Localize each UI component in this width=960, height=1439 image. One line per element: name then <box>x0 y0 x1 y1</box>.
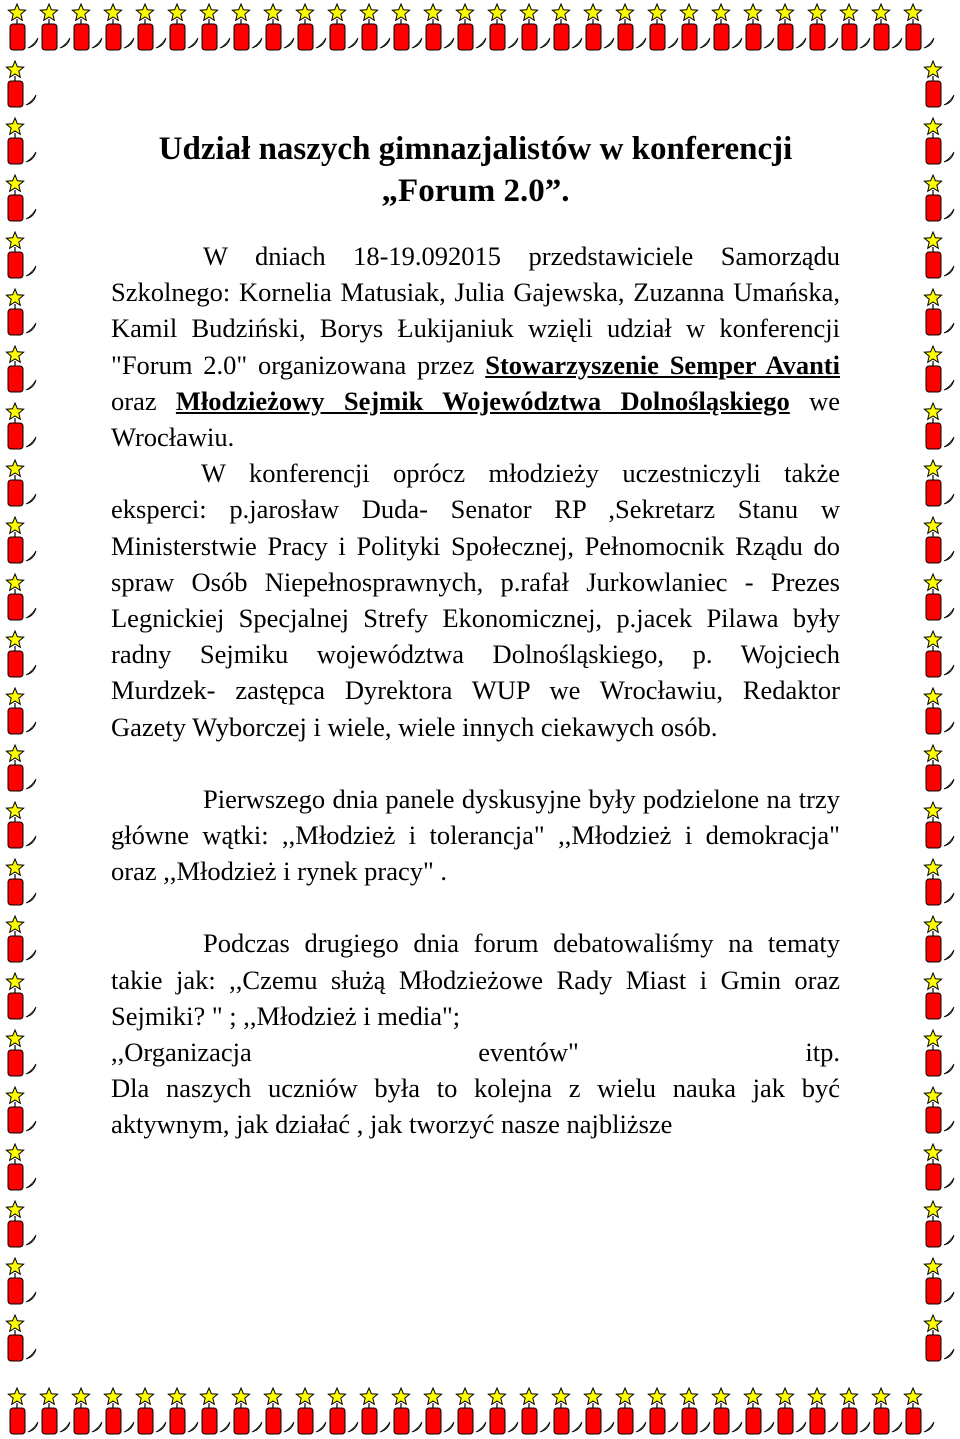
candle-icon <box>924 175 954 221</box>
candle-icon <box>168 1388 198 1434</box>
paragraph-3-end: Dla naszych uczniów była to kolejna z wielu nauka jak być aktywnym, jak działać , jak tworzyć nasze najbliższe <box>111 1073 840 1140</box>
paragraph-1-text: W dniach 18-19.092015 przedstawiciele Samorządu Szkolnego: Kornelia Matusiak, Julia Gajewska, Zuzanna Umańska, Kamil Budziński, Borys Łukijaniuk wzięli udział w konferencji "Forum 2.0" organizowana przez <box>111 241 840 380</box>
candle-icon <box>924 802 954 848</box>
candle-icon <box>6 460 36 506</box>
candle-icon <box>40 1388 70 1434</box>
candle-icon <box>328 4 358 50</box>
candle-icon <box>264 1388 294 1434</box>
candle-icon <box>232 1388 262 1434</box>
candle-icon <box>840 1388 870 1434</box>
candle-icon <box>136 1388 166 1434</box>
candle-icon <box>328 1388 358 1434</box>
candle-icon <box>488 1388 518 1434</box>
paragraph-1: W dniach 18-19.092015 przedstawiciele Samorządu Szkolnego: Kornelia Matusiak, Julia Gajewska, Zuzanna Umańska, Kamil Budziński, Borys Łukijaniuk wzięli udział w konferencji "Forum 2.0" organizowana przez Stowarzyszenie Semper Avanti oraz Młodzieżowy Sejmik Województwa Dolnośląskiego we Wrocławiu. W konferencji oprócz młodzieży uczestniczyli także eksperci: p.jarosław Duda- Senator RP ,Sekretarz Stanu w Ministerstwie Pracy i Polityki Społecznej, Pełnomocnik Rządu do spraw Osób Niepełnosprawnych, p.rafał Jurkowlaniec - Prezes Legnickiej Specjalnej Strefy Ekonomicznej, p.jacek Pilawa były radny Sejmiku województwa Dolnośląskiego, p. Wojciech Murdzek- zastępca Dyrektora WUP we Wrocławiu, Redaktor Gazety Wyborczej i wiele, wiele innych ciekawych osób. <box>111 241 840 742</box>
candle-icon <box>200 1388 230 1434</box>
paragraph-3 <box>111 925 840 1142</box>
candle-icon <box>776 1388 806 1434</box>
link-mlodziezowy-sejmik[interactable]: Młodzieżowy Sejmik Województwa Dolnośląskiego <box>175 385 790 416</box>
candle-icon <box>136 4 166 50</box>
candle-icon <box>200 4 230 50</box>
candle-icon <box>904 1388 934 1434</box>
candle-icon <box>744 1388 774 1434</box>
candle-icon <box>924 1315 954 1361</box>
candle-icon <box>8 4 38 50</box>
candle-icon <box>924 232 954 278</box>
candle-icon <box>6 1201 36 1247</box>
candle-icon <box>924 859 954 905</box>
candle-icon <box>456 4 486 50</box>
candle-icon <box>680 1388 710 1434</box>
candle-icon <box>456 1388 486 1434</box>
candle-icon <box>6 1144 36 1190</box>
candle-icon <box>6 1258 36 1304</box>
candle-icon <box>776 4 806 50</box>
candle-icon <box>924 517 954 563</box>
candle-icon <box>72 1388 102 1434</box>
candle-icon <box>6 61 36 107</box>
candle-icon <box>72 4 102 50</box>
candle-icon <box>360 4 390 50</box>
candle-icon <box>808 1388 838 1434</box>
candle-icon <box>424 4 454 50</box>
candle-icon <box>924 631 954 677</box>
document-body <box>111 128 840 1143</box>
paragraph-2-text: Pierwszego dnia panele dyskusyjne były podzielone na trzy główne wątki: ,,Młodzież i tolerancja" ,,Młodzież i demokracja" oraz ,,Młodzież i rynek pracy" . <box>111 783 840 887</box>
candle-icon <box>6 688 36 734</box>
candle-icon <box>872 4 902 50</box>
candle-icon <box>648 4 678 50</box>
candle-icon <box>924 61 954 107</box>
candle-icon <box>40 4 70 50</box>
candle-icon <box>104 4 134 50</box>
candle-icon <box>6 517 36 563</box>
candle-icon <box>924 574 954 620</box>
candle-icon <box>584 4 614 50</box>
paragraph-3-text: Podczas drugiego dnia forum debatowaliśmy na tematy takie jak: ,,Czemu służą Młodzieżowe Rady Miast i Gmin oraz Sejmiki? " ; ,,Młodzież i media"; <box>111 928 840 1031</box>
candle-icon <box>296 4 326 50</box>
candle-icon <box>104 1388 134 1434</box>
candle-icon <box>924 118 954 164</box>
candle-icon <box>232 4 262 50</box>
candle-icon <box>6 1087 36 1133</box>
candle-icon <box>924 745 954 791</box>
paragraph-3-justified-line: ,,Organizacja eventów" itp. <box>111 1037 840 1068</box>
candle-icon <box>712 4 742 50</box>
candle-icon <box>648 1388 678 1434</box>
candle-icon <box>924 1087 954 1133</box>
candle-icon <box>6 574 36 620</box>
candle-icon <box>6 346 36 392</box>
candle-icon <box>392 1388 422 1434</box>
candle-icon <box>424 1388 454 1434</box>
candle-icon <box>808 4 838 50</box>
title-line-1: Udział naszych gimnazjalistów w konferencji <box>158 131 793 167</box>
candle-icon <box>924 1258 954 1304</box>
candle-icon <box>924 289 954 335</box>
candle-icon <box>6 289 36 335</box>
candle-icon <box>296 1388 326 1434</box>
title-line-2: „Forum 2.0”. <box>381 173 570 209</box>
candle-icon <box>552 1388 582 1434</box>
paragraph-2 <box>111 781 840 890</box>
candle-icon <box>924 973 954 1019</box>
candle-icon <box>924 1201 954 1247</box>
candle-icon <box>616 1388 646 1434</box>
candle-icon <box>924 1144 954 1190</box>
candle-icon <box>924 1030 954 1076</box>
candle-icon <box>924 346 954 392</box>
candle-icon <box>552 4 582 50</box>
candle-icon <box>6 745 36 791</box>
candle-icon <box>6 916 36 962</box>
candle-icon <box>6 1315 36 1361</box>
candle-icon <box>924 916 954 962</box>
candle-icon <box>264 4 294 50</box>
candle-icon <box>6 802 36 848</box>
candle-icon <box>360 1388 390 1434</box>
candle-icon <box>6 403 36 449</box>
candle-icon <box>872 1388 902 1434</box>
candle-icon <box>584 1388 614 1434</box>
candle-icon <box>680 4 710 50</box>
candle-icon <box>392 4 422 50</box>
candle-icon <box>924 460 954 506</box>
candle-icon <box>6 175 36 221</box>
candle-icon <box>520 1388 550 1434</box>
candle-icon <box>6 1030 36 1076</box>
candle-icon <box>488 4 518 50</box>
link-stowarzyszenie-semper-avanti[interactable]: Stowarzyszenie Semper Avanti <box>485 349 840 380</box>
candle-icon <box>8 1388 38 1434</box>
candle-icon <box>6 859 36 905</box>
candle-icon <box>6 232 36 278</box>
page-title <box>111 128 840 212</box>
candle-icon <box>904 4 934 50</box>
paragraph-1-experts: W konferencji oprócz młodzieży uczestniczyli także eksperci: p.jarosław Duda- Senator RP ,Sekretarz Stanu w Ministerstwie Pracy i Polityki Społecznej, Pełnomocnik Rządu do spraw Osób Niepełnosprawnych, p.rafał Jurkowlaniec - Prezes Legnickiej Specjalnej Strefy Ekonomicznej, p.jacek Pilawa były radny Sejmiku województwa Dolnośląskiego, p. Wojciech Murdzek- zastępca Dyrektora WUP we Wrocławiu, Redaktor Gazety Wyborczej i wiele, wiele innych ciekawych osób. <box>111 458 840 742</box>
candle-icon <box>712 1388 742 1434</box>
candle-icon <box>6 631 36 677</box>
candle-icon <box>168 4 198 50</box>
candle-icon <box>744 4 774 50</box>
candle-icon <box>840 4 870 50</box>
candle-icon <box>616 4 646 50</box>
candle-icon <box>924 688 954 734</box>
candle-icon <box>6 973 36 1019</box>
candle-icon <box>6 118 36 164</box>
candle-icon <box>520 4 550 50</box>
candle-icon <box>924 403 954 449</box>
